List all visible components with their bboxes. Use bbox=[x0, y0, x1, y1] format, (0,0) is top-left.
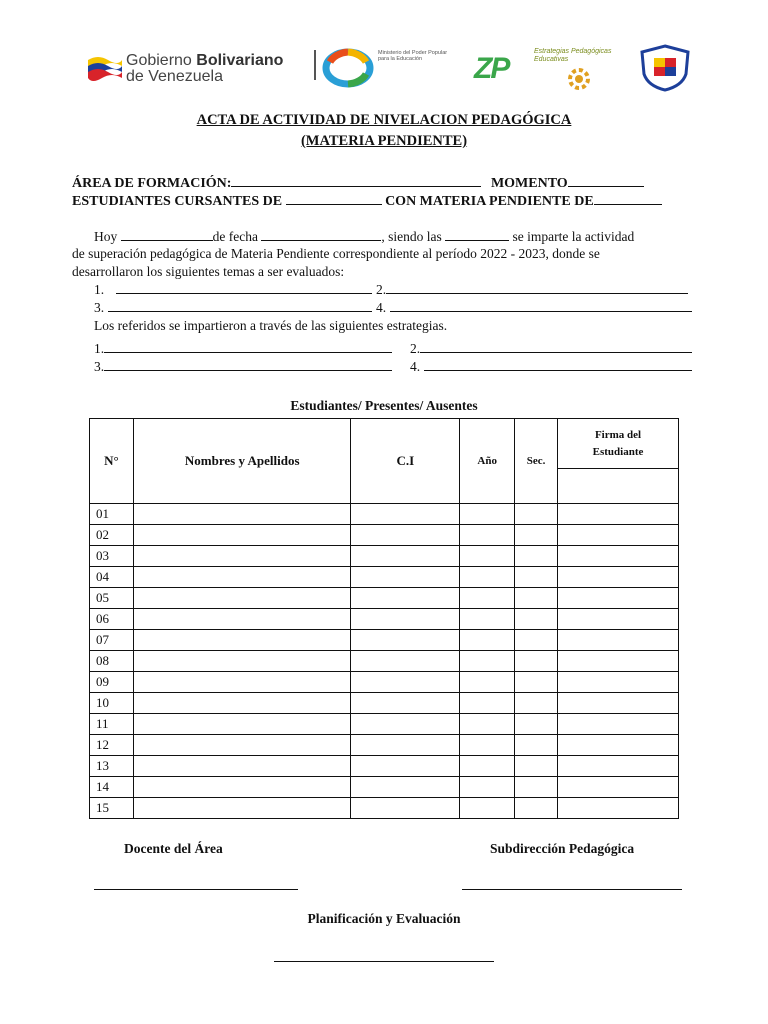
sec-cell[interactable] bbox=[515, 588, 558, 609]
ci-cell[interactable] bbox=[351, 546, 460, 567]
firma-cell[interactable] bbox=[558, 777, 679, 798]
ministerio-ring-icon bbox=[322, 48, 374, 88]
table-row bbox=[90, 525, 679, 546]
sec-cell[interactable] bbox=[515, 651, 558, 672]
estrategia-4: 4. bbox=[410, 358, 692, 375]
page-title: ACTA DE ACTIVIDAD DE NIVELACION PEDAGÓGICA bbox=[196, 112, 572, 128]
table-row bbox=[90, 546, 679, 567]
row-number: 13 bbox=[90, 756, 134, 777]
row-number: 04 bbox=[90, 567, 134, 588]
row-number: 06 bbox=[90, 609, 134, 630]
nombres-cell[interactable] bbox=[133, 693, 351, 714]
anio-cell[interactable] bbox=[460, 609, 515, 630]
venezuela-flag-icon bbox=[86, 54, 124, 82]
firma-cell[interactable] bbox=[558, 756, 679, 777]
row-number: 12 bbox=[90, 735, 134, 756]
firma-cell[interactable] bbox=[558, 609, 679, 630]
ci-cell[interactable] bbox=[351, 525, 460, 546]
header-nombres: Nombres y Apellidos bbox=[133, 419, 351, 504]
sec-cell[interactable] bbox=[515, 693, 558, 714]
ci-cell[interactable] bbox=[351, 630, 460, 651]
anio-cell[interactable] bbox=[460, 651, 515, 672]
ministerio-logo bbox=[322, 46, 448, 90]
ci-cell[interactable] bbox=[351, 672, 460, 693]
ci-cell[interactable] bbox=[351, 735, 460, 756]
estudiantes-field: ESTUDIANTES CURSANTES DE CON MATERIA PENDIENTE DE bbox=[72, 192, 662, 210]
row-number: 10 bbox=[90, 693, 134, 714]
ci-cell[interactable] bbox=[351, 798, 460, 819]
firma-cell[interactable] bbox=[558, 735, 679, 756]
nombres-cell[interactable] bbox=[133, 525, 351, 546]
table-row bbox=[90, 756, 679, 777]
table-row bbox=[90, 735, 679, 756]
nombres-cell[interactable] bbox=[133, 567, 351, 588]
ministerio-text: Ministerio del Poder Popular para la Educación bbox=[378, 50, 448, 62]
firma-cell[interactable] bbox=[558, 504, 679, 525]
ci-cell[interactable] bbox=[351, 756, 460, 777]
table-row bbox=[90, 609, 679, 630]
sec-cell[interactable] bbox=[515, 777, 558, 798]
row-number: 07 bbox=[90, 630, 134, 651]
header-anio: Año bbox=[460, 419, 515, 504]
sec-cell[interactable] bbox=[515, 672, 558, 693]
firma-cell[interactable] bbox=[558, 630, 679, 651]
docente-label: Docente del Área bbox=[124, 841, 223, 856]
table-row bbox=[90, 798, 679, 819]
nombres-cell[interactable] bbox=[133, 630, 351, 651]
firma-cell[interactable] bbox=[558, 567, 679, 588]
nombres-cell[interactable] bbox=[133, 672, 351, 693]
table-caption: Estudiantes/ Presentes/ Ausentes bbox=[290, 398, 478, 413]
sec-cell[interactable] bbox=[515, 798, 558, 819]
header-logos bbox=[82, 44, 694, 96]
tema-1: 1. bbox=[94, 281, 372, 298]
paragraph-line3: desarrollaron los siguientes temas a ser evaluados: bbox=[72, 264, 345, 279]
nombres-cell[interactable] bbox=[133, 777, 351, 798]
anio-cell[interactable] bbox=[460, 798, 515, 819]
estrategia-1: 1. bbox=[94, 340, 392, 357]
firma-cell[interactable] bbox=[558, 525, 679, 546]
anio-cell[interactable] bbox=[460, 714, 515, 735]
ci-cell[interactable] bbox=[351, 693, 460, 714]
anio-cell[interactable] bbox=[460, 756, 515, 777]
nombres-cell[interactable] bbox=[133, 588, 351, 609]
firma-cell[interactable] bbox=[558, 588, 679, 609]
sec-cell[interactable] bbox=[515, 630, 558, 651]
row-number: 08 bbox=[90, 651, 134, 672]
table-row bbox=[90, 672, 679, 693]
nombres-cell[interactable] bbox=[133, 735, 351, 756]
firma-cell[interactable] bbox=[558, 714, 679, 735]
gear-icon bbox=[562, 66, 596, 92]
row-number: 14 bbox=[90, 777, 134, 798]
sec-cell[interactable] bbox=[515, 567, 558, 588]
area-field: ÁREA DE FORMACIÓN: MOMENTO bbox=[72, 174, 644, 192]
ci-cell[interactable] bbox=[351, 777, 460, 798]
row-number: 02 bbox=[90, 525, 134, 546]
paragraph-line1: Hoy de fecha , siendo las se imparte la actividad bbox=[94, 229, 635, 244]
table-row bbox=[90, 651, 679, 672]
nombres-cell[interactable] bbox=[133, 504, 351, 525]
table-row bbox=[90, 630, 679, 651]
docente-signature-line bbox=[94, 889, 298, 890]
row-number: 15 bbox=[90, 798, 134, 819]
estrategias-label: Los referidos se impartieron a través de las siguientes estrategias. bbox=[94, 318, 448, 333]
header-n: N° bbox=[90, 419, 134, 504]
row-number: 05 bbox=[90, 588, 134, 609]
page-subtitle: (MATERIA PENDIENTE) bbox=[300, 133, 468, 149]
tema-4: 4. bbox=[376, 299, 692, 316]
header-sec: Sec. bbox=[515, 419, 558, 504]
anio-cell[interactable] bbox=[460, 567, 515, 588]
anio-cell[interactable] bbox=[460, 525, 515, 546]
subdireccion-signature-line bbox=[462, 889, 682, 890]
paragraph-line2: de superación pedagógica de Materia Pendiente correspondiente al período 2022 - 2023, donde se bbox=[72, 246, 600, 261]
sec-cell[interactable] bbox=[515, 609, 558, 630]
firma-cell[interactable] bbox=[558, 651, 679, 672]
anio-cell[interactable] bbox=[460, 588, 515, 609]
gobierno-line2: de Venezuela bbox=[126, 68, 223, 85]
ci-cell[interactable] bbox=[351, 714, 460, 735]
nombres-cell[interactable] bbox=[133, 756, 351, 777]
anio-cell[interactable] bbox=[460, 693, 515, 714]
sec-cell[interactable] bbox=[515, 546, 558, 567]
firma-cell[interactable] bbox=[558, 693, 679, 714]
header-firma-label: Firma del Estudiante bbox=[558, 419, 678, 469]
anio-cell[interactable] bbox=[460, 777, 515, 798]
anio-cell[interactable] bbox=[460, 735, 515, 756]
table-row bbox=[90, 567, 679, 588]
row-number: 01 bbox=[90, 504, 134, 525]
sec-cell[interactable] bbox=[515, 525, 558, 546]
anio-cell[interactable] bbox=[460, 504, 515, 525]
firma-cell[interactable] bbox=[558, 798, 679, 819]
tema-2: 2. bbox=[376, 281, 688, 298]
subdireccion-label: Subdirección Pedagógica bbox=[490, 841, 635, 856]
nombres-cell[interactable] bbox=[133, 546, 351, 567]
estrategia-3: 3. bbox=[94, 358, 392, 375]
zp-logo-text: ZP bbox=[474, 52, 509, 85]
ci-cell[interactable] bbox=[351, 609, 460, 630]
anio-cell[interactable] bbox=[460, 630, 515, 651]
nombres-cell[interactable] bbox=[133, 609, 351, 630]
nombres-cell[interactable] bbox=[133, 714, 351, 735]
logo-divider bbox=[314, 50, 316, 80]
gobierno-logo bbox=[82, 50, 312, 90]
nombres-cell[interactable] bbox=[133, 651, 351, 672]
header-firma bbox=[558, 419, 679, 504]
table-row bbox=[90, 504, 679, 525]
ci-cell[interactable] bbox=[351, 567, 460, 588]
table-row bbox=[90, 714, 679, 735]
row-number: 11 bbox=[90, 714, 134, 735]
table-row bbox=[90, 693, 679, 714]
anio-cell[interactable] bbox=[460, 546, 515, 567]
anio-cell[interactable] bbox=[460, 672, 515, 693]
ci-cell[interactable] bbox=[351, 651, 460, 672]
tema-3: 3. bbox=[94, 299, 372, 316]
school-shield-icon bbox=[638, 44, 692, 92]
planificacion-signature-line bbox=[274, 961, 494, 962]
sec-cell[interactable] bbox=[515, 714, 558, 735]
ci-cell[interactable] bbox=[351, 504, 460, 525]
gobierno-line1: Gobierno Bolivariano bbox=[126, 52, 284, 69]
planificacion-label: Planificación y Evaluación bbox=[307, 911, 461, 926]
row-number: 03 bbox=[90, 546, 134, 567]
header-ci: C.I bbox=[351, 419, 460, 504]
sec-cell[interactable] bbox=[515, 756, 558, 777]
nombres-cell[interactable] bbox=[133, 798, 351, 819]
ci-cell[interactable] bbox=[351, 588, 460, 609]
zp-logo-subtext: Estrategias Pedagógicas Educativas bbox=[534, 48, 612, 63]
sec-cell[interactable] bbox=[515, 735, 558, 756]
firma-cell[interactable] bbox=[558, 672, 679, 693]
estrategia-2: 2. bbox=[410, 340, 692, 357]
table-row bbox=[90, 777, 679, 798]
table-header-row bbox=[90, 419, 679, 504]
table-row bbox=[90, 588, 679, 609]
row-number: 09 bbox=[90, 672, 134, 693]
zp-logo bbox=[462, 46, 622, 92]
firma-cell[interactable] bbox=[558, 546, 679, 567]
students-table bbox=[89, 418, 679, 819]
sec-cell[interactable] bbox=[515, 504, 558, 525]
